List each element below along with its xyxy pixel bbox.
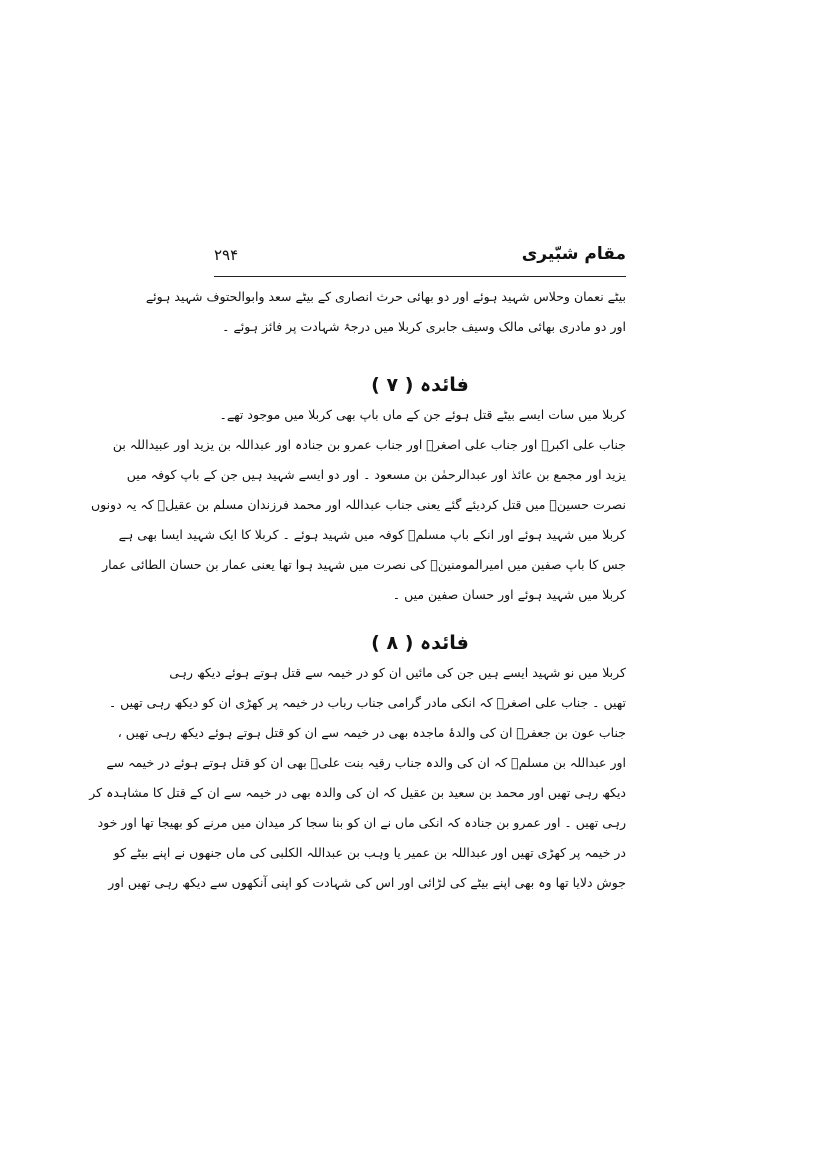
text-line: اور دو مادری بھائی مالک وسیف جابری کربلا میں درجۂ شہادت پر فائز ہوئے ۔ <box>222 319 626 334</box>
text-line: کربلا میں شہید ہوئے اور انکے باپ مسلمؑ کوفہ میں شہید ہوئے ۔ کربلا کا ایک شہید ایسا بھی ہے <box>118 527 626 542</box>
text-line: دیکھ رہی تھیں اور محمد بن سعید بن عقیل کہ ان کی والدہ بھی در خیمہ سے ان کے قتل کا مشاہدہ کر <box>89 785 626 800</box>
text-line: کربلا میں سات ایسے بیٹے قتل ہوئے جن کے ماں باپ بھی کربلا میں موجود تھے۔ <box>219 407 626 422</box>
running-header <box>214 244 626 272</box>
text-line: جناب علی اکبرؑ اور جناب علی اصغرؑ اور جناب عمرو بن جنادہ اور عبداللہ بن یزید اور عبیداللہ بن <box>112 437 626 452</box>
intro-paragraph <box>145 282 626 342</box>
text-line: جس کا باپ صفین میں امیرالمومنینؑ کی نصرت میں شہید ہوا تھا یعنی عمار بن حسان الطائی عمار <box>102 557 626 572</box>
text-line: کربلا میں نو شہید ایسے ہیں جن کی مائیں ان کو در خیمہ سے قتل ہوتے ہوئے دیکھ رہی <box>169 665 626 680</box>
text-line: در خیمہ پر کھڑی تھیں اور عبداللہ بن عمیر یا وہب بن عبداللہ الکلبی کی ماں جنھوں نے اپنے بیٹے کو <box>113 845 626 860</box>
text-line: بیٹے نعمان وحلاس شہید ہوئے اور دو بھائی حرث انصاری کے بیٹے سعد وابوالحتوف شہید ہوئے <box>145 289 626 304</box>
text-line: اور عبداللہ بن مسلمؑ کہ ان کی والدہ جناب رقیہ بنت علیؑ بھی ان کو قتل ہوتے ہوئے در خیمہ سے <box>106 755 626 770</box>
section-paragraph <box>90 400 626 610</box>
book-title: مقام شبّیری <box>521 244 626 264</box>
text-line: جوش دلایا تھا وہ بھی اپنے بیٹے کی لڑائی اور اس کی شہادت کو اپنی آنکھوں سے دیکھ رہی تھیں اور <box>108 875 626 890</box>
section-heading: فائدہ ( ۷ ) <box>371 374 469 396</box>
header-rule <box>214 276 626 277</box>
section-paragraph <box>89 658 626 898</box>
text-line: یزید اور مجمع بن عائذ اور عبدالرحمٰن بن مسعود ۔ اور دو ایسے شہید ہیں جن کے باپ کوفہ میں <box>126 467 626 482</box>
text-line: رہی تھیں ۔ اور عمرو بن جنادہ کہ انکی ماں نے ان کو بنا سجا کر میدان میں مرنے کو بھیجا تھا اور خود <box>97 815 626 830</box>
text-line: جناب عون بن جعفرؑ ان کی والدۂ ماجدہ بھی در خیمہ سے ان کو قتل ہوتے ہوئے دیکھ رہی تھیں ، <box>117 725 626 740</box>
section-heading: فائدہ ( ۸ ) <box>371 632 469 654</box>
text-line: نصرت حسینؑ میں قتل کردیئے گئے یعنی جناب عبداللہ اور محمد فرزندان مسلم بن عقیلؑ کہ یہ دونوں <box>90 497 626 512</box>
page-number: ۲۹۴ <box>214 246 239 264</box>
text-line: تھیں ۔ جناب علی اصغرؑ کہ انکی مادر گرامی جناب رباب در خیمہ پر کھڑی ان کو دیکھ رہی تھیں ۔ <box>108 695 626 710</box>
text-line: کربلا میں شہید ہوئے اور حسان صفین میں ۔ <box>392 587 626 602</box>
